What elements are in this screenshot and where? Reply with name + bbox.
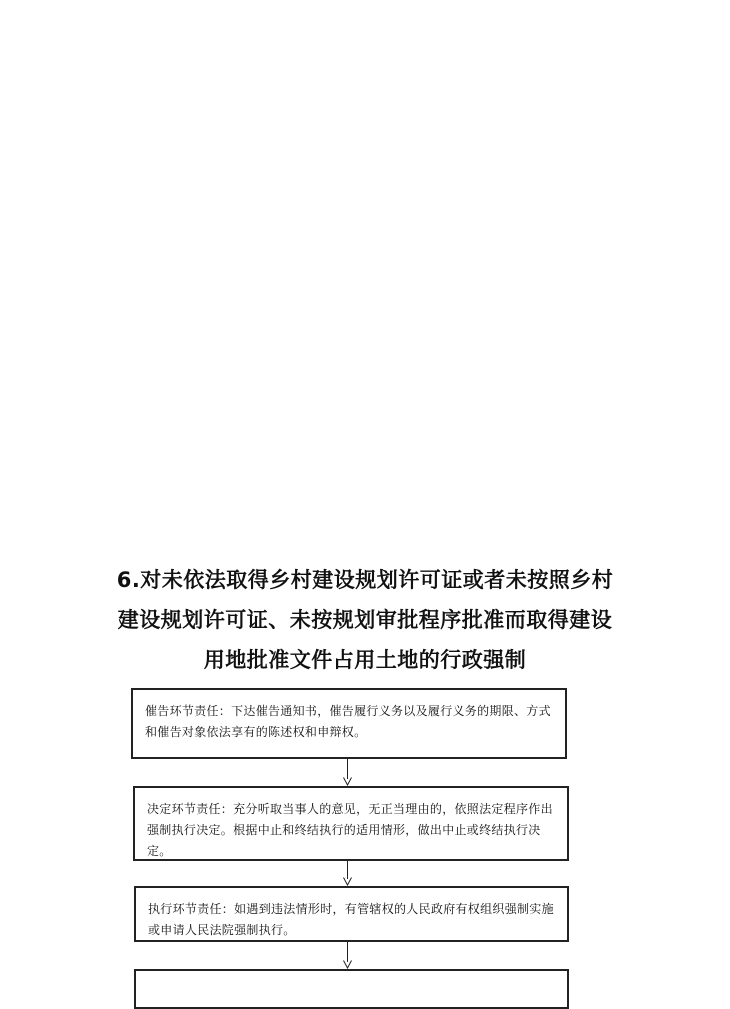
document-title	[95, 560, 635, 680]
flow-step-urge-text: 催告环节责任：下达催告通知书，催告履行义务以及履行义务的期限、方式和催告对象依法享有的陈述权和申辩权。	[145, 704, 551, 739]
flow-arrow-2	[343, 861, 353, 886]
title-line-2: 建设规划许可证、未按规划审批程序批准而取得建设	[117, 608, 613, 632]
flow-step-execute-text: 执行环节责任：如遇到违法情形时，有管辖权的人民政府有权组织强制实施或申请人民法院强制执行。	[148, 902, 554, 937]
arrow-down-icon	[343, 777, 353, 786]
flow-step-decide	[133, 786, 569, 861]
title-line-3: 用地批准文件占用土地的行政强制	[203, 648, 527, 672]
flow-step-urge	[131, 688, 567, 759]
flow-step-decide-text: 决定环节责任：充分听取当事人的意见，无正当理由的，依照法定程序作出强制执行决定。根据中止和终结执行的适用情形，做出中止或终结执行决定。	[147, 802, 553, 858]
flow-step-execute	[134, 886, 569, 942]
flow-arrow-1	[343, 759, 353, 786]
arrow-down-icon	[343, 877, 353, 886]
flow-step-next	[134, 969, 569, 1009]
flow-arrow-3	[343, 942, 353, 969]
arrow-down-icon	[343, 960, 353, 969]
title-line-1: 6.对未依法取得乡村建设规划许可证或者未按照乡村	[116, 568, 614, 592]
